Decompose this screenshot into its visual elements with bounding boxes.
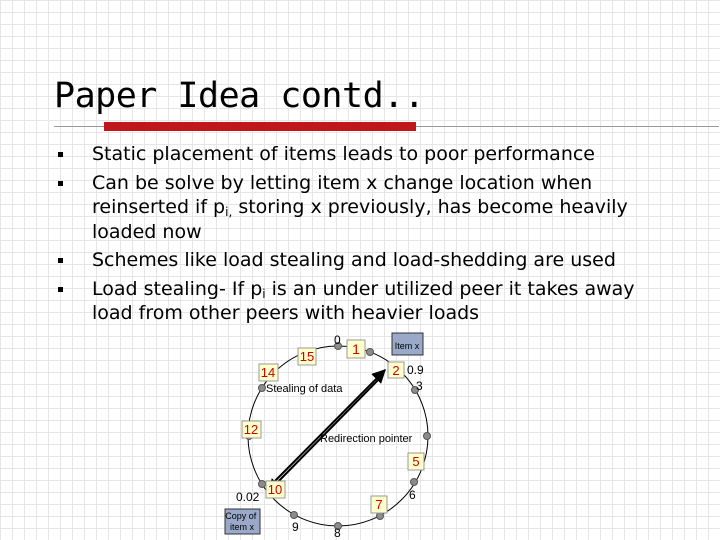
bullet-text: Load stealing- If $p_i$ is an under utilized peer it takes away load from other peers with heavier loads (92, 277, 635, 324)
load-value-0-02: 0.02 (236, 490, 260, 504)
bullet-text: Can be solve by letting item x change location when reinserted if $p_{i,}$ storing x previously, has become heavily loaded now (92, 171, 628, 243)
node-6-text: 6 (409, 488, 416, 502)
copy-line-1: Copy of (225, 511, 257, 521)
subscript: i, (225, 205, 233, 219)
node-0-text: 0 (334, 333, 341, 347)
node-label-2 (388, 362, 404, 378)
node-15-text: 15 (299, 349, 315, 364)
node-label-1 (347, 340, 365, 358)
node-label-7 (371, 496, 387, 513)
node-1-text: 1 (352, 341, 360, 357)
item-x-box (392, 333, 423, 355)
copy-line-2: item x (229, 522, 255, 532)
stealing-of-data-label: Stealing of data (266, 383, 343, 395)
ring-node-dot (411, 479, 418, 486)
bullet-text: Static placement of items leads to poor performance (92, 143, 595, 165)
item-x-text: Item x (394, 341, 420, 351)
node-12-text: 12 (243, 422, 259, 437)
node-label-15 (298, 348, 316, 365)
node-10-text: 10 (267, 482, 283, 497)
ring-node-dot (259, 481, 266, 488)
node-7-text: 7 (375, 497, 383, 512)
load-value-0-9: 0.9 (407, 363, 424, 377)
node-5-text: 5 (412, 454, 420, 469)
load-value-3: 3 (416, 379, 423, 393)
copy-of-item-x-text (225, 511, 259, 532)
redirection-pointer-label: Redirection pointer (320, 433, 413, 445)
page-title: Paper Idea contd.. (54, 76, 425, 116)
subscript: i (262, 286, 266, 301)
node-label-5 (408, 453, 424, 470)
node-8-text: 8 (334, 526, 341, 540)
ring-node-dot (259, 385, 266, 392)
ring-node-dot (291, 512, 298, 519)
ring-node-dot (367, 349, 374, 356)
ring-node-dot (377, 513, 384, 520)
node-14-text: 14 (260, 365, 276, 380)
bullet-text: Schemes like load stealing and load-shedding are used (92, 249, 616, 271)
copy-of-item-x-box (225, 509, 260, 534)
node-label-10 (266, 481, 285, 498)
ring-node-dot (424, 433, 431, 440)
node-label-14 (259, 364, 278, 381)
node-label-12 (242, 421, 261, 438)
node-2-text: 2 (392, 363, 400, 378)
node-9-text: 9 (292, 520, 299, 534)
